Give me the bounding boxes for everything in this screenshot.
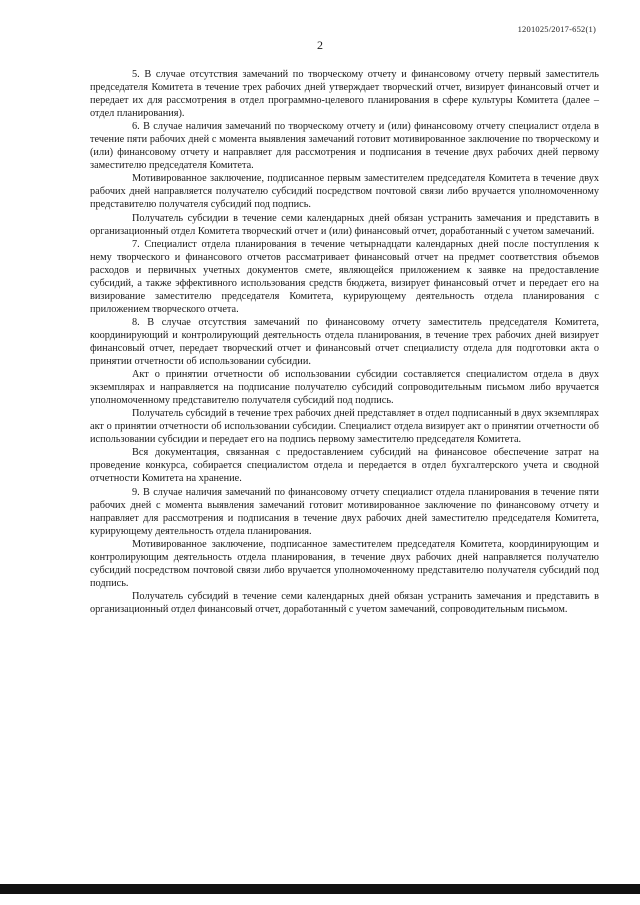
document-number: 1201025/2017-652(1) (517, 24, 596, 34)
paragraph: Вся документация, связанная с предоставлением субсидий на финансовое обеспечение затрат на проведение конкурса, собирается специалистом отдела и передается в отдел бухгалтерского учета и сводной отчетности Комитета на хранение. (90, 447, 599, 485)
page-number: 2 (317, 38, 323, 52)
paragraph: Получатель субсидий в течение трех рабочих дней представляет в отдел подписанный в двух экземплярах акт о принятии отчетности об использовании субсидии. Специалист отдела визирует акт о принятии отчетности об использовании субсидии и передает его на подпись первому заместителю председателя Комитета. (90, 408, 599, 446)
paragraph: Мотивированное заключение, подписанное первым заместителем председателя Комитета в течение двух рабочих дней направляется получателю субсидий посредством почтовой связи либо вручается уполномоченному представителю получателя субсидий под подпись. (90, 173, 599, 211)
paragraph: Получатель субсидии в течение семи календарных дней обязан устранить замечания и представить в организационный отдел Комитета творческий отчет и (или) финансовый отчет, доработанный с учетом замечаний. (90, 212, 599, 237)
paragraph: Мотивированное заключение, подписанное заместителем председателя Комитета, координирующим и контролирующим деятельность отдела планирования, в течение двух рабочих дней направляется получателю субсидий посредством почтовой связи либо вручается уполномоченному представителю получателя субсидий под подпись. (90, 538, 599, 589)
paragraph: Акт о принятии отчетности об использовании субсидии составляется специалистом отдела в двух экземплярах и направляется на подписание получателю субсидий сопроводительным письмом либо вручается уполномоченному представителю получателя субсидий под подпись. (90, 369, 599, 407)
paragraph: 9. В случае наличия замечаний по финансовому отчету специалист отдела планирования в течение пяти рабочих дней с момента выявления замечаний готовит мотивированное заключение по финансовому отчету и направляет для рассмотрения и подписания в течение двух рабочих дней заместителю председателя Комитета, курирующему деятельность отдела планирования. (90, 486, 599, 537)
paragraph: Получатель субсидий в течение семи календарных дней обязан устранить замечания и представить в организационный отдел финансовый отчет, доработанный с учетом замечаний, сопроводительным письмом. (90, 590, 599, 615)
paragraph: 8. В случае отсутствия замечаний по финансовому отчету заместитель председателя Комитета, координирующий и контролирующий деятельность отдела планирования, в течение трех рабочих дней визирует финансовый отчет, передает творческий отчет и финансовый отчет специалисту отдела для подготовки акта о принятии отчетности об использовании субсидии. (90, 316, 599, 368)
paragraph: 7. Специалист отдела планирования в течение четырнадцати календарных дней после поступления к нему творческого и финансового отчетов рассматривает финансовый отчет на предмет соответствия объемов расходов и первичных учетных документов смете, являющейся приложением к заявке на предоставление субсидий, а также эффективного использования средств бюджета, визирует финансовый отчет и передает его на визирование заместителю председателя Комитета, курирующему деятельность отдела планирования с приложением творческого отчета. (90, 238, 599, 315)
paragraph: 5. В случае отсутствия замечаний по творческому отчету и финансовому отчету первый заместитель председателя Комитета в течение трех рабочих дней утверждает творческий отчет, визирует финансовый отчет и передает их для рассмотрения в отдел программно-целевого планирования в сфере культуры Комитета (далее – отдел планирования). (90, 69, 599, 120)
paragraph: 6. В случае наличия замечаний по творческому отчету и (или) финансовому отчету специалист отдела в течение пяти рабочих дней с момента выявления замечаний готовит мотивированное заключение по творческому и (или) финансовому отчету и направляет для рассмотрения и подписания в течение двух рабочих дней первому заместителю председателя Комитета. (90, 121, 599, 172)
scan-edge-bar (0, 884, 640, 894)
document-body (90, 68, 599, 616)
